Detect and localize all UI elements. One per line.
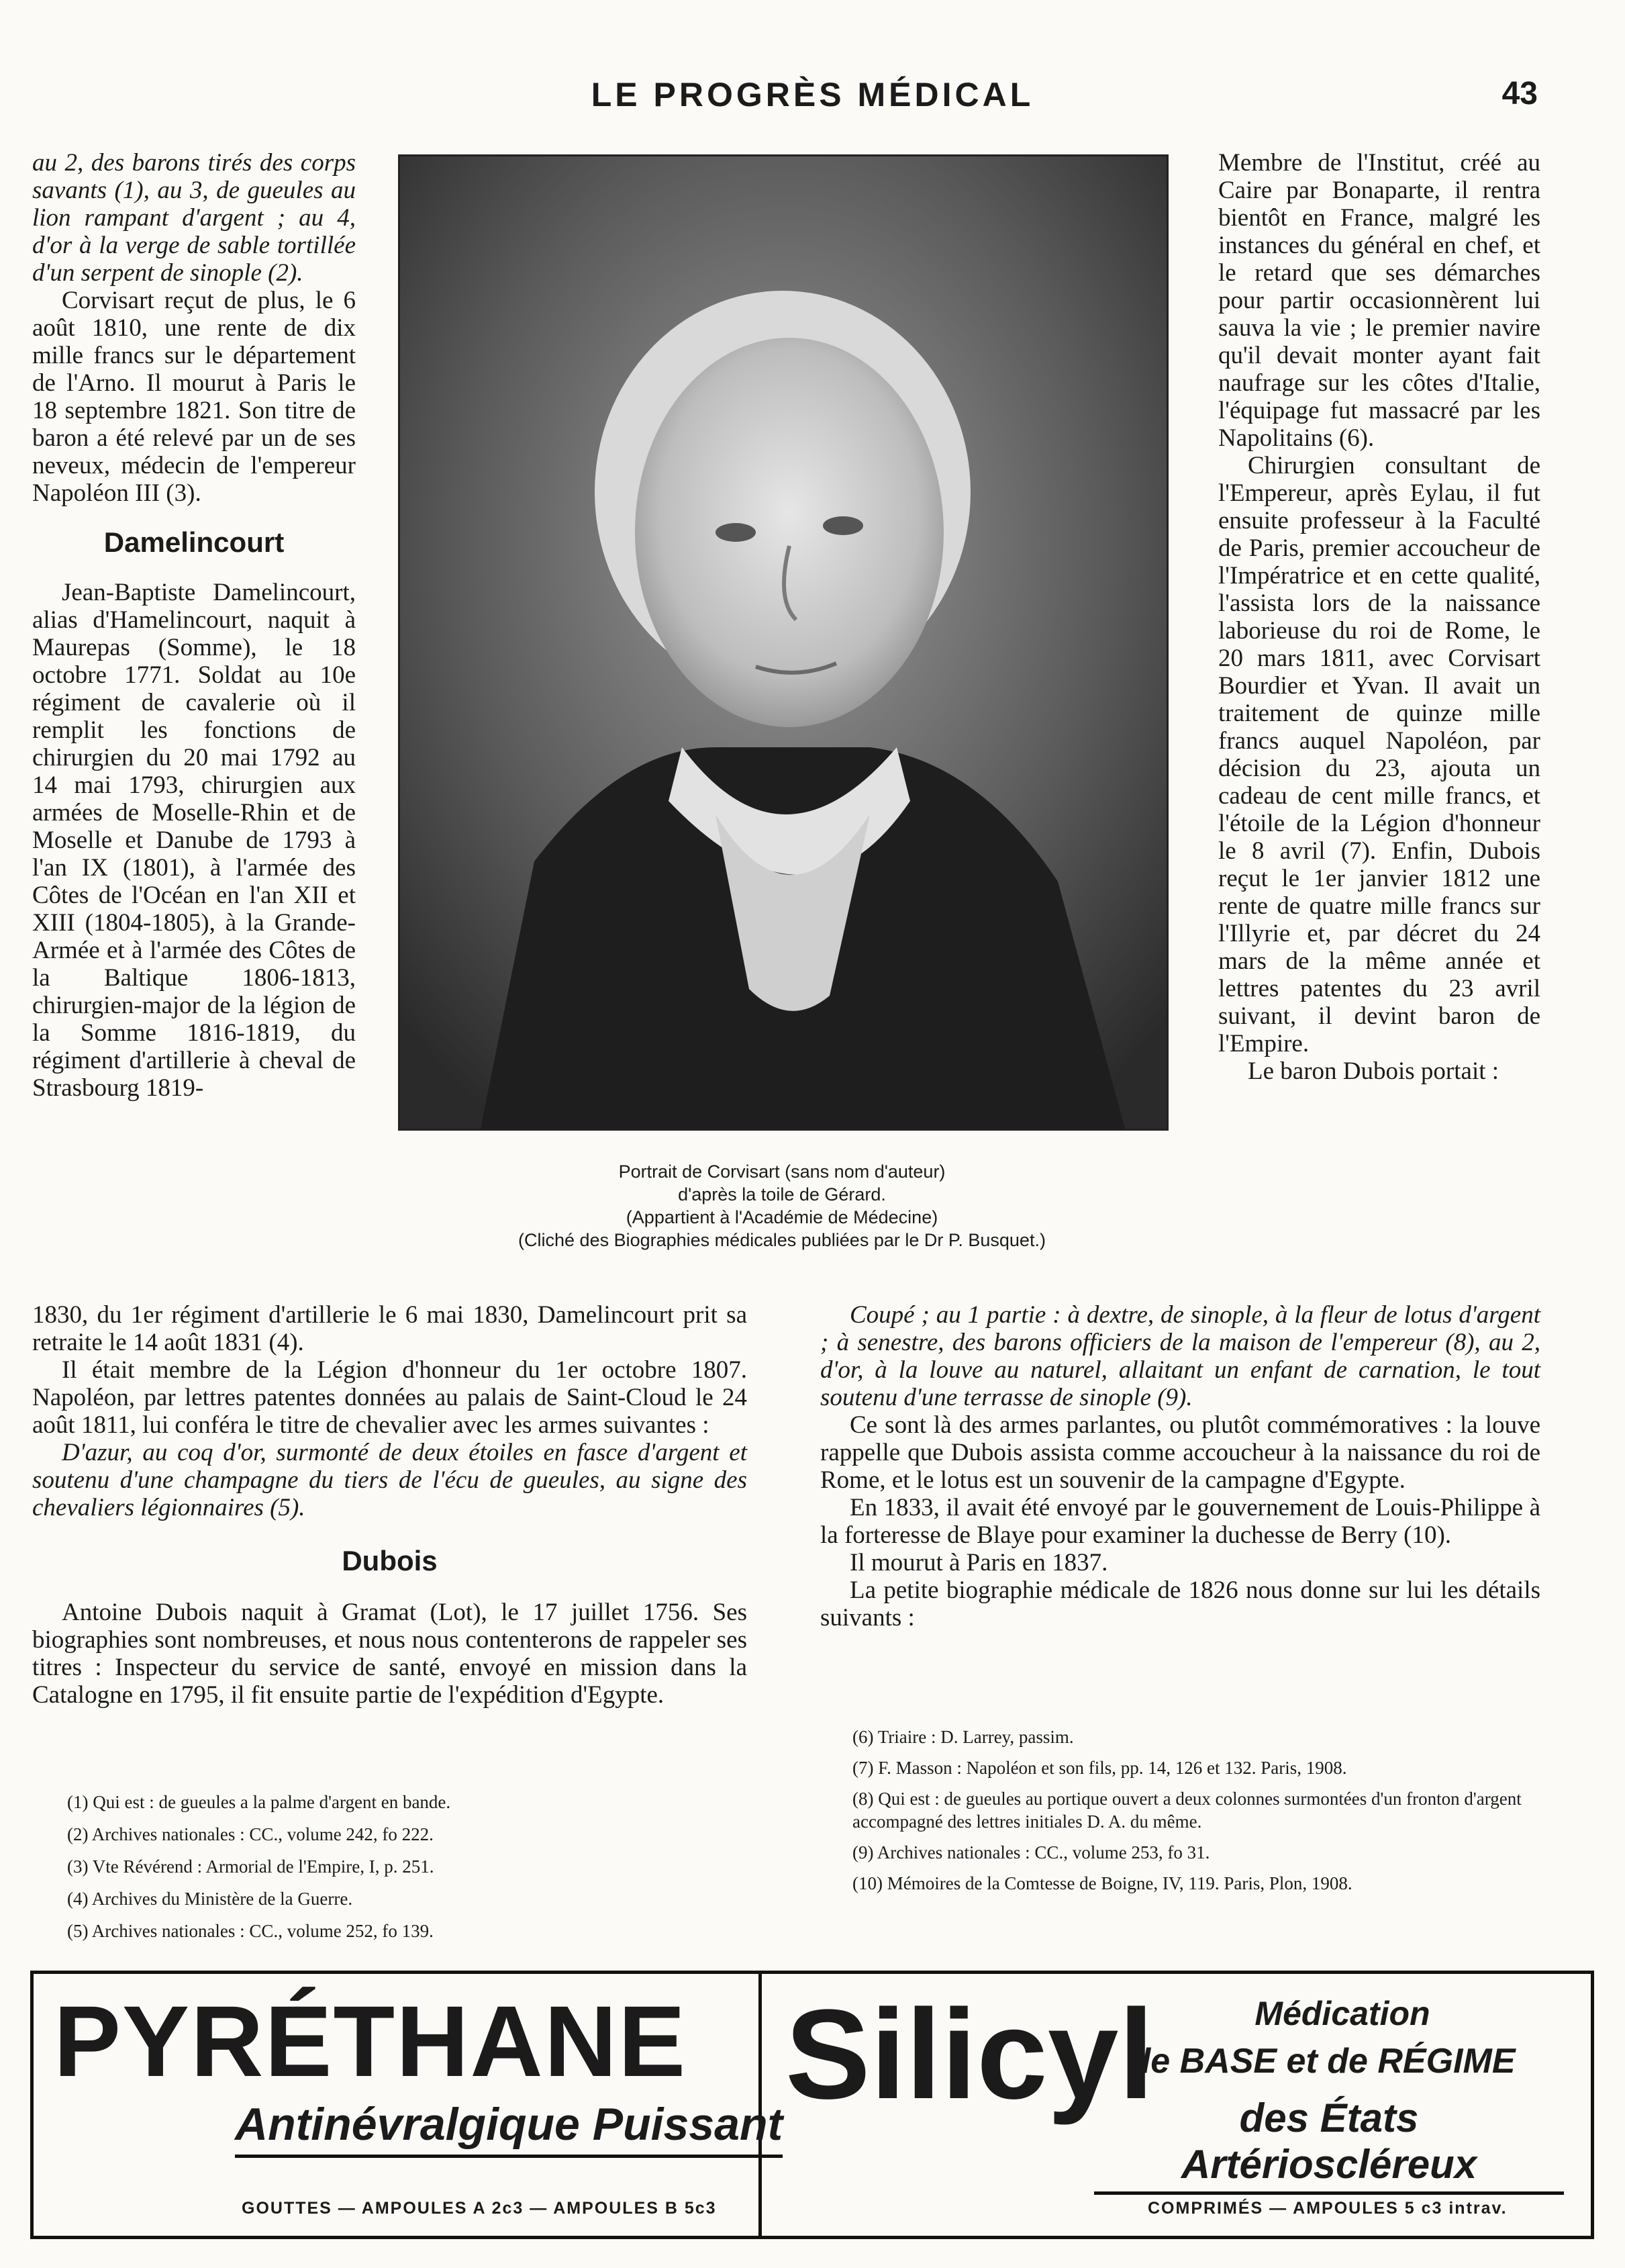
footnote-4: (4) Archives du Ministère de la Guerre.	[67, 1889, 353, 1909]
ad-silicyl-details: COMPRIMÉS — AMPOULES 5 c3 intrav.	[1148, 2199, 1508, 2218]
advertisement-banner	[30, 1971, 1594, 2239]
left-column-bottom	[32, 1301, 747, 1709]
caption-line-3: (Appartient à l'Académie de Médecine)	[626, 1207, 938, 1227]
footnote-9: (9) Archives nationales : CC., volume 253, fo 31.	[852, 1842, 1210, 1862]
right-paragraph-institut: Membre de l'Institut, créé au Caire par Bonaparte, il rentra bientôt en France, malgré les instances du général en chef, et le retard que ses démarches pour partir occasionnèrent lui sauva la vie ; le premier navire qu'il devait monter ayant fait naufrage sur les côtes d'Italie, l'équipage fut massacré par les Napolitains (6).	[1218, 149, 1540, 452]
left-paragraph-arms: au 2, des barons tirés des corps savants (1), au 3, de gueules au lion rampant d'argent ; au 4, d'or à la verge de sable tortillée d'un serpent de sinople (2).	[32, 149, 356, 287]
dubois-biography: Antoine Dubois naquit à Gramat (Lot), le 17 juillet 1756. Ses biographies sont nombreuses, et nous nous contenterons de rappeler ses titres : Inspecteur du service de santé, envoyé en mission dans la Catalogne en 1795, il fit ensuite partie de l'expédition d'Egypte.	[32, 1599, 747, 1709]
footnote-3: (3) Vte Révérend : Armorial de l'Empire, I, p. 251.	[67, 1856, 434, 1877]
caption-line-4: (Cliché des Biographies médicales publiées par le Dr P. Busquet.)	[518, 1230, 1046, 1250]
footnote-10: (10) Mémoires de la Comtesse de Boigne, IV, 119. Paris, Plon, 1908.	[852, 1873, 1352, 1893]
heading-dubois: Dubois	[342, 1545, 438, 1576]
footnote-2: (2) Archives nationales : CC., volume 242, fo 222.	[67, 1824, 434, 1844]
right-column-bottom	[820, 1301, 1540, 1632]
dubois-arms: Coupé ; au 1 partie : à dextre, de sinople, à la fleur de lotus d'argent ; à senestre, des barons officiers de la maison de l'empereur (8), au 2, d'or, à la louve au naturel, allaitant un enfant de carnation, le tout soutenu d'une terrasse de sinople (9).	[820, 1301, 1540, 1411]
footnote-1: (1) Qui est : de gueules a la palme d'argent en bande.	[67, 1792, 451, 1812]
damelincourt-continuation: 1830, du 1er régiment d'artillerie le 6 mai 1830, Damelincourt prit sa retraite le 14 août 1831 (4).	[32, 1301, 747, 1356]
dubois-blaye: En 1833, il avait été envoyé par le gouvernement de Louis-Philippe à la forteresse de Blaye pour examiner la duchesse de Berry (10).	[820, 1494, 1540, 1549]
left-column-top	[32, 149, 356, 1102]
heading-damelincourt: Damelincourt	[103, 526, 285, 558]
ad-silicyl-brand: Silicyl	[785, 1983, 1154, 2126]
page-number: 43	[1501, 76, 1538, 111]
footnotes-left	[67, 1786, 738, 1947]
right-column-top	[1218, 149, 1540, 1085]
dubois-biographie: La petite biographie médicale de 1826 nous donne sur lui les détails suivants :	[820, 1576, 1540, 1632]
left-paragraph-damelincourt: Jean-Baptiste Damelincourt, alias d'Hamelincourt, naquit à Maurepas (Somme), le 18 octobre 1771. Soldat au 10e régiment de cavalerie où il remplit les fonctions de chirurgien du 20 mai 1792 au 14 mai 1793, chirurgien aux armées de Moselle-Rhin et de Moselle et Danube de 1793 à l'an IX (1801), à l'armée des Côtes de l'Océan en l'an XII et XIII (1804-1805), à la Grande-Armée et à l'armée des Côtes de la Baltique 1806-1813, chirurgien-major de la légion de la Somme 1816-1819, du régiment d'artillerie à cheval de Strasbourg 1819-	[32, 579, 356, 1102]
caption-line-2: d'après la toile de Gérard.	[678, 1184, 886, 1204]
ad-silicyl-line1: Médication	[1254, 1995, 1430, 2032]
ad-silicyl-line3: des États Artérioscléreux	[1094, 2095, 1564, 2195]
corvisart-portrait	[398, 154, 1169, 1131]
left-paragraph-corvisart: Corvisart reçut de plus, le 6 août 1810, une rente de dix mille francs sur le département de l'Arno. Il mourut à Paris le 18 septembre 1821. Son titre de baron a été relevé par un de ses neveux, médecin de l'empereur Napoléon III (3).	[32, 287, 356, 507]
footnote-6: (6) Triaire : D. Larrey, passim.	[852, 1727, 1074, 1747]
page-header-title: LE PROGRÈS MÉDICAL	[591, 76, 1034, 113]
footnote-7: (7) F. Masson : Napoléon et son fils, pp. 14, 126 et 132. Paris, 1908.	[852, 1758, 1347, 1778]
dubois-death: Il mourut à Paris en 1837.	[850, 1549, 1108, 1576]
ad-pyrethane-brand: PYRÉTHANE	[54, 1985, 687, 2097]
footnote-5: (5) Archives nationales : CC., volume 252, fo 139.	[67, 1921, 434, 1941]
ad-pyrethane-tagline: Antinévralgique Puissant	[235, 2098, 783, 2158]
caption-line-1: Portrait de Corvisart (sans nom d'auteur)	[618, 1162, 946, 1182]
ad-silicyl-line2: de BASE et de RÉGIME	[1129, 2042, 1516, 2081]
footnotes-right	[852, 1726, 1540, 1903]
damelincourt-legion: Il était membre de la Légion d'honneur du 1er octobre 1807. Napoléon, par lettres patentes données au palais de Saint-Cloud le 24 août 1811, lui conféra le titre de chevalier avec les armes suivantes :	[32, 1356, 747, 1439]
portrait-drawing	[400, 156, 1167, 1129]
footnote-8: (8) Qui est : de gueules au portique ouvert a deux colonnes surmontées d'un fronton d'argent accompagné des lettres initiales D. A. du même.	[852, 1789, 1522, 1832]
right-paragraph-portait: Le baron Dubois portait :	[1248, 1057, 1499, 1085]
right-paragraph-chirurgien: Chirurgien consultant de l'Empereur, après Eylau, il fut ensuite professeur à la Faculté de Paris, premier accoucheur de l'Impératrice et en cette qualité, l'assista lors de la naissance laborieuse du roi de Rome, le 20 mars 1811, avec Corvisart Bourdier et Yvan. Il avait un traitement de quinze mille francs auquel Napoléon, par décision du 23, ajouta un cadeau de cent mille francs, et l'étoile de la Légion d'honneur le 8 avril (7). Enfin, Dubois reçut le 1er janvier 1812 une rente de quatre mille francs sur l'Illyrie et, par décret du 24 mars de la même année et lettres patentes du 23 avril suivant, il devint baron de l'Empire.	[1218, 452, 1540, 1057]
dubois-armes-parlantes: Ce sont là des armes parlantes, ou plutôt commémoratives : la louve rappelle que Dubois assista comme accoucheur à la naissance du roi de Rome, et le lotus est un souvenir de la campagne d'Egypte.	[820, 1411, 1540, 1494]
ad-pyrethane-details: GOUTTES — AMPOULES A 2c3 — AMPOULES B 5c3	[242, 2199, 717, 2218]
damelincourt-arms: D'azur, au coq d'or, surmonté de deux étoiles en fasce d'argent et soutenu d'une champagne du tiers de l'écu de gueules, au signe des chevaliers légionnaires (5).	[32, 1439, 747, 1521]
portrait-caption	[423, 1160, 1141, 1251]
